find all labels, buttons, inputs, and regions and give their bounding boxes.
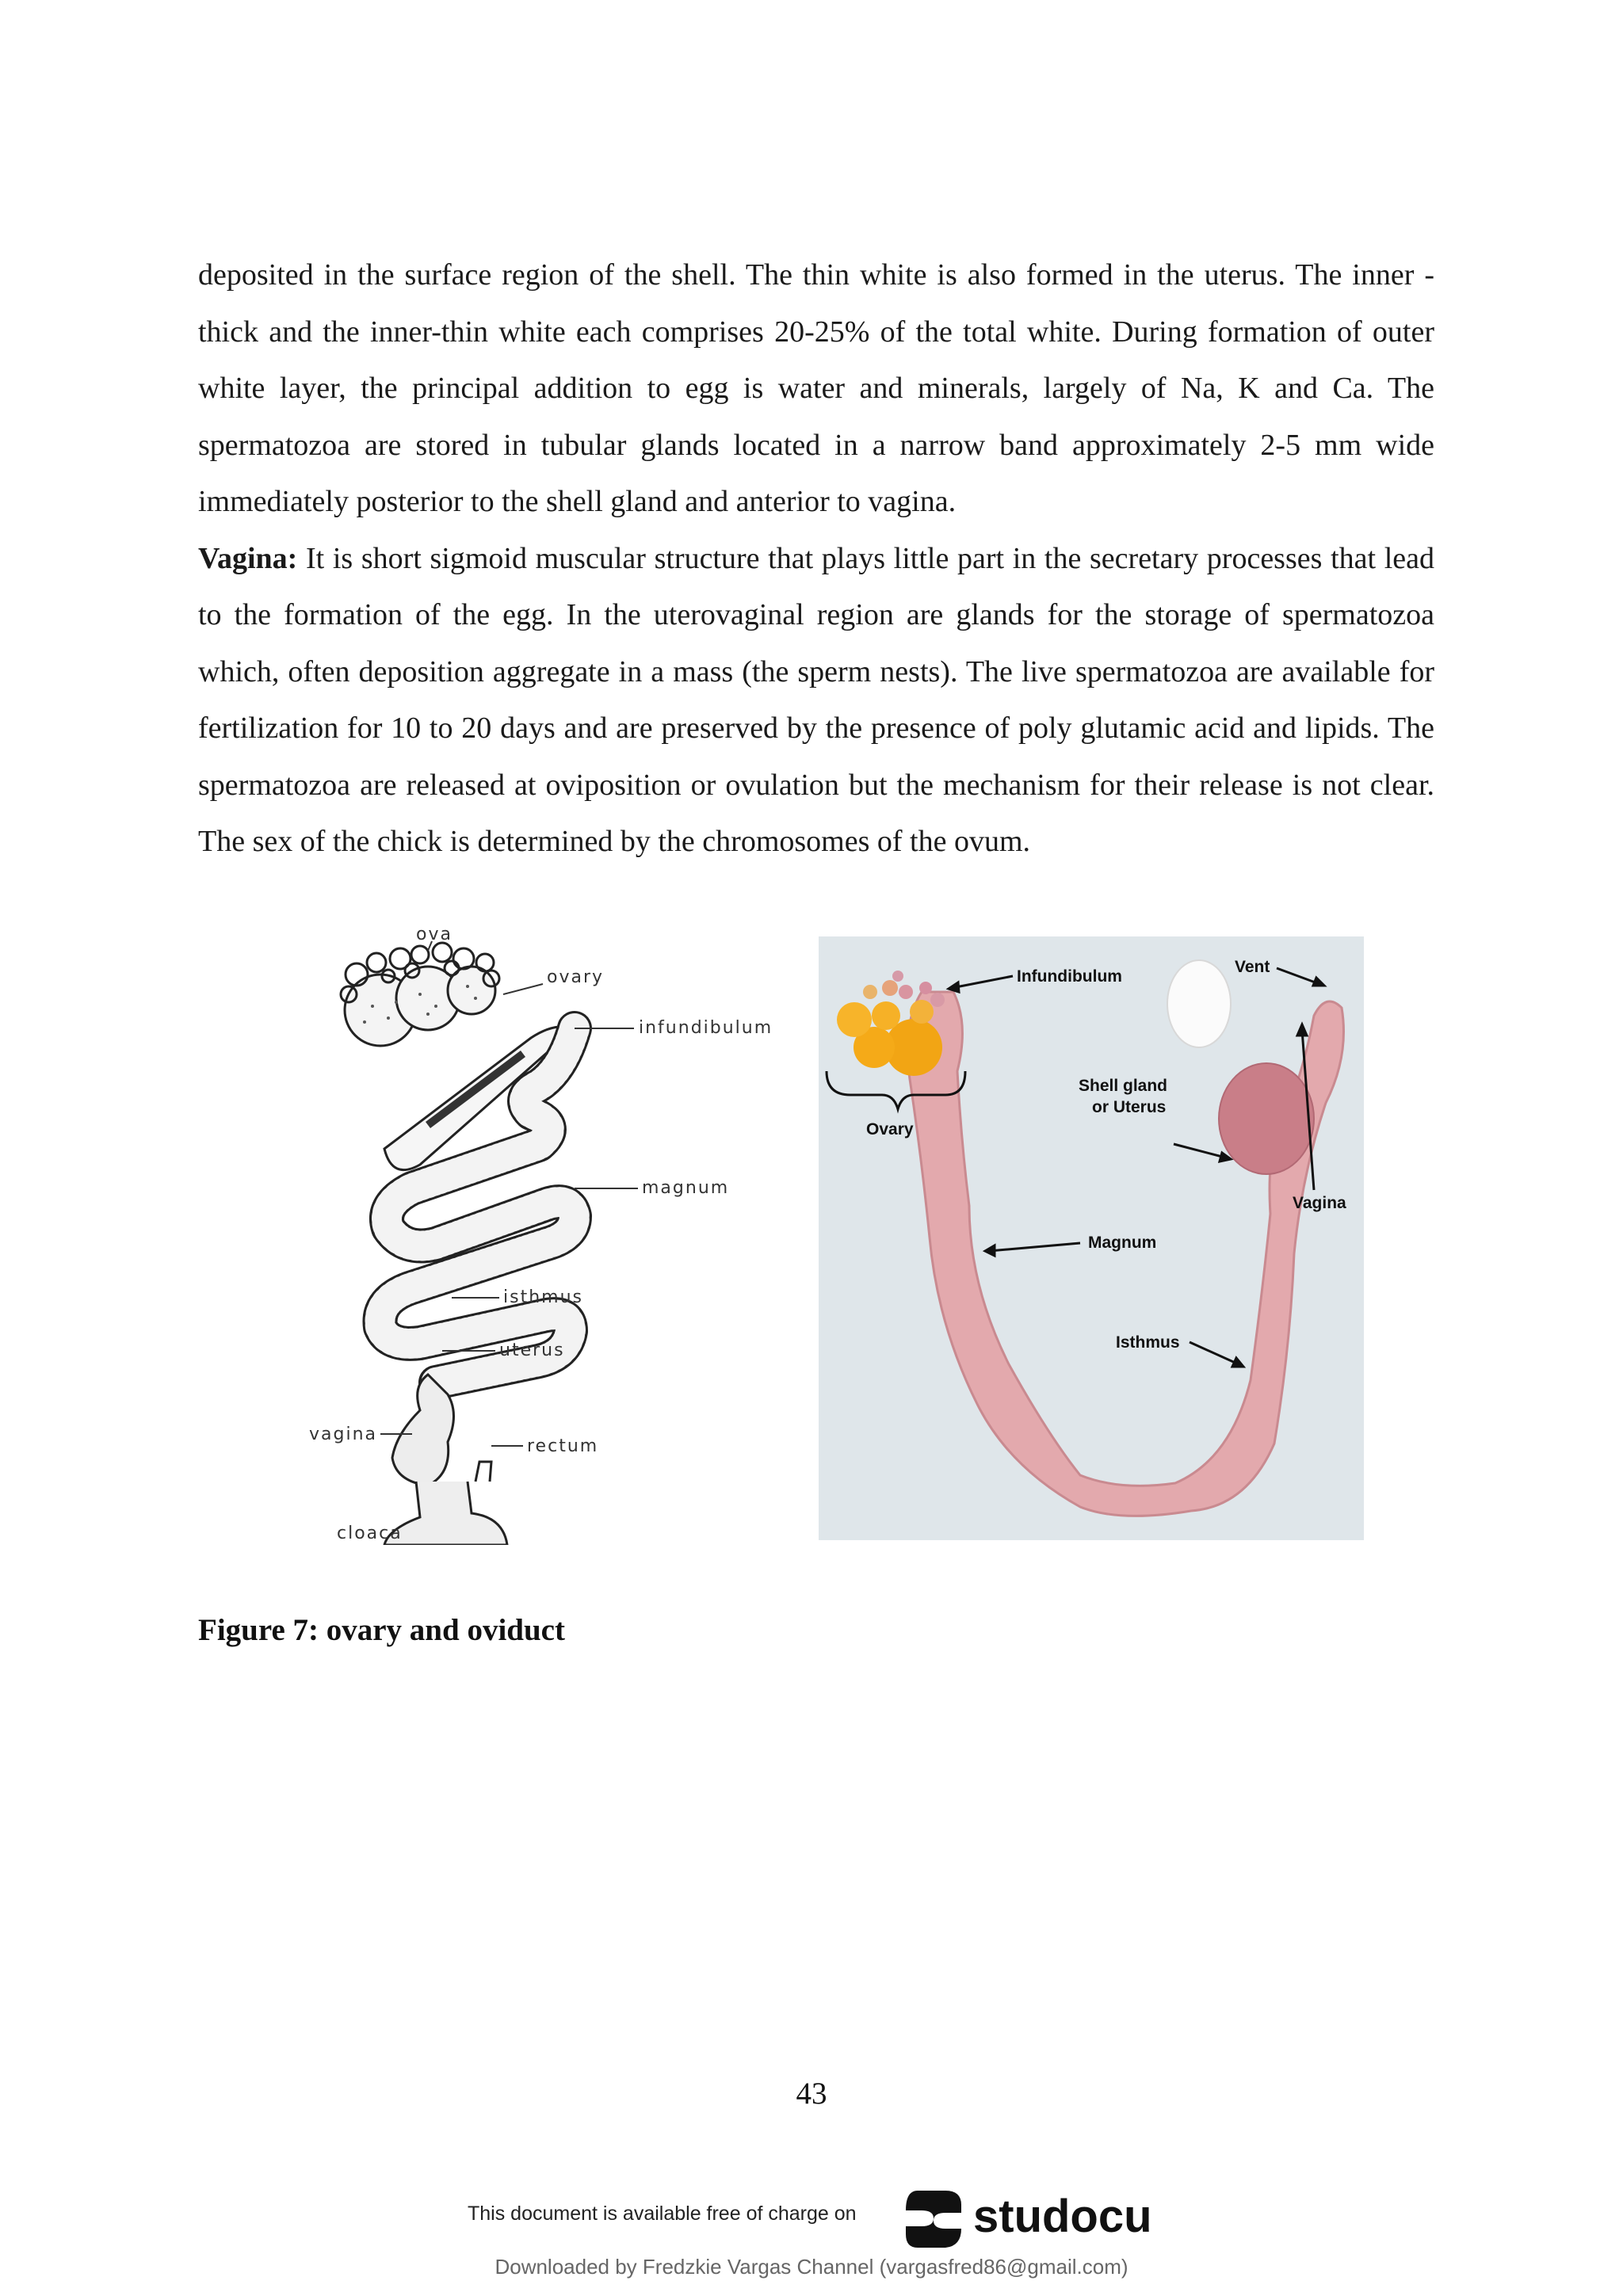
label-ovary: ovary	[547, 967, 605, 987]
studocu-wordmark: studocu	[973, 2191, 1152, 2242]
footer-download-text: Downloaded by Fredzkie Vargas Channel (vargasfred86@gmail.com)	[495, 2255, 1128, 2279]
label-photo-vent: Vent	[1235, 958, 1270, 976]
label-photo-vagina: Vagina	[1293, 1194, 1346, 1212]
vagina-heading: Vagina:	[198, 541, 298, 575]
studocu-logo-icon	[906, 2191, 961, 2248]
egg	[1167, 960, 1231, 1047]
shell-gland	[1219, 1063, 1314, 1174]
figure-caption: Figure 7: ovary and oviduct	[198, 1613, 565, 1647]
oviduct-photo	[819, 936, 1364, 1540]
label-photo-infundibulum: Infundibulum	[1017, 967, 1122, 986]
label-photo-ovary: Ovary	[866, 1120, 914, 1138]
rectum-shape	[475, 1462, 491, 1482]
oviduct-line-drawing	[301, 927, 808, 1545]
paragraph-vagina	[198, 531, 1434, 871]
label-infundibulum: infundibulum	[639, 1018, 773, 1038]
label-cloaca: cloaca	[337, 1524, 403, 1543]
label-ova: ova	[416, 927, 453, 944]
page-number: 43	[796, 2077, 827, 2111]
footer-availability-text: This document is available free of charge on	[468, 2203, 857, 2225]
label-uterus: uterus	[499, 1341, 565, 1360]
vagina-text: It is short sigmoid muscular structure that plays little part in the secretary processes that lead to the formation of the egg. In the uterovaginal region are glands for the storage of spermatozoa which, often deposition aggregate in a mass (the sperm nests). The live spermatozoa are available for fertilization for 10 to 20 days and are preserved by the presence of poly glutamic acid and lipids. The spermatozoa are released at oviposition or ovulation but the mechanism for their release is not clear. The sex of the chick is determined by the chromosomes of the ovum.	[198, 541, 1434, 858]
paragraph-uterus-continued: deposited in the surface region of the shell. The thin white is also formed in the uterus. The inner -thick and the inner-thin white each comprises 20-25% of the total white. During formation of outer white layer, the principal addition to egg is water and minerals, largely of Na, K and Ca. The spermatozoa are stored in tubular glands located in a narrow band approximately 2-5 mm wide immediately posterior to the shell gland and anterior to vagina.	[198, 258, 1434, 518]
cloaca-shape	[384, 1482, 507, 1545]
label-rectum: rectum	[527, 1436, 599, 1456]
label-magnum: magnum	[642, 1178, 730, 1198]
uterus-shape	[392, 1375, 454, 1486]
body-text	[198, 247, 1434, 871]
label-vagina: vagina	[309, 1425, 378, 1444]
label-photo-uterus: or Uterus	[1092, 1098, 1167, 1116]
label-photo-shell-gland: Shell gland	[1079, 1077, 1168, 1095]
label-isthmus: isthmus	[503, 1287, 583, 1307]
label-photo-isthmus: Isthmus	[1116, 1333, 1180, 1352]
studocu-logo[interactable]	[902, 2183, 1171, 2254]
label-photo-magnum: Magnum	[1088, 1234, 1157, 1252]
